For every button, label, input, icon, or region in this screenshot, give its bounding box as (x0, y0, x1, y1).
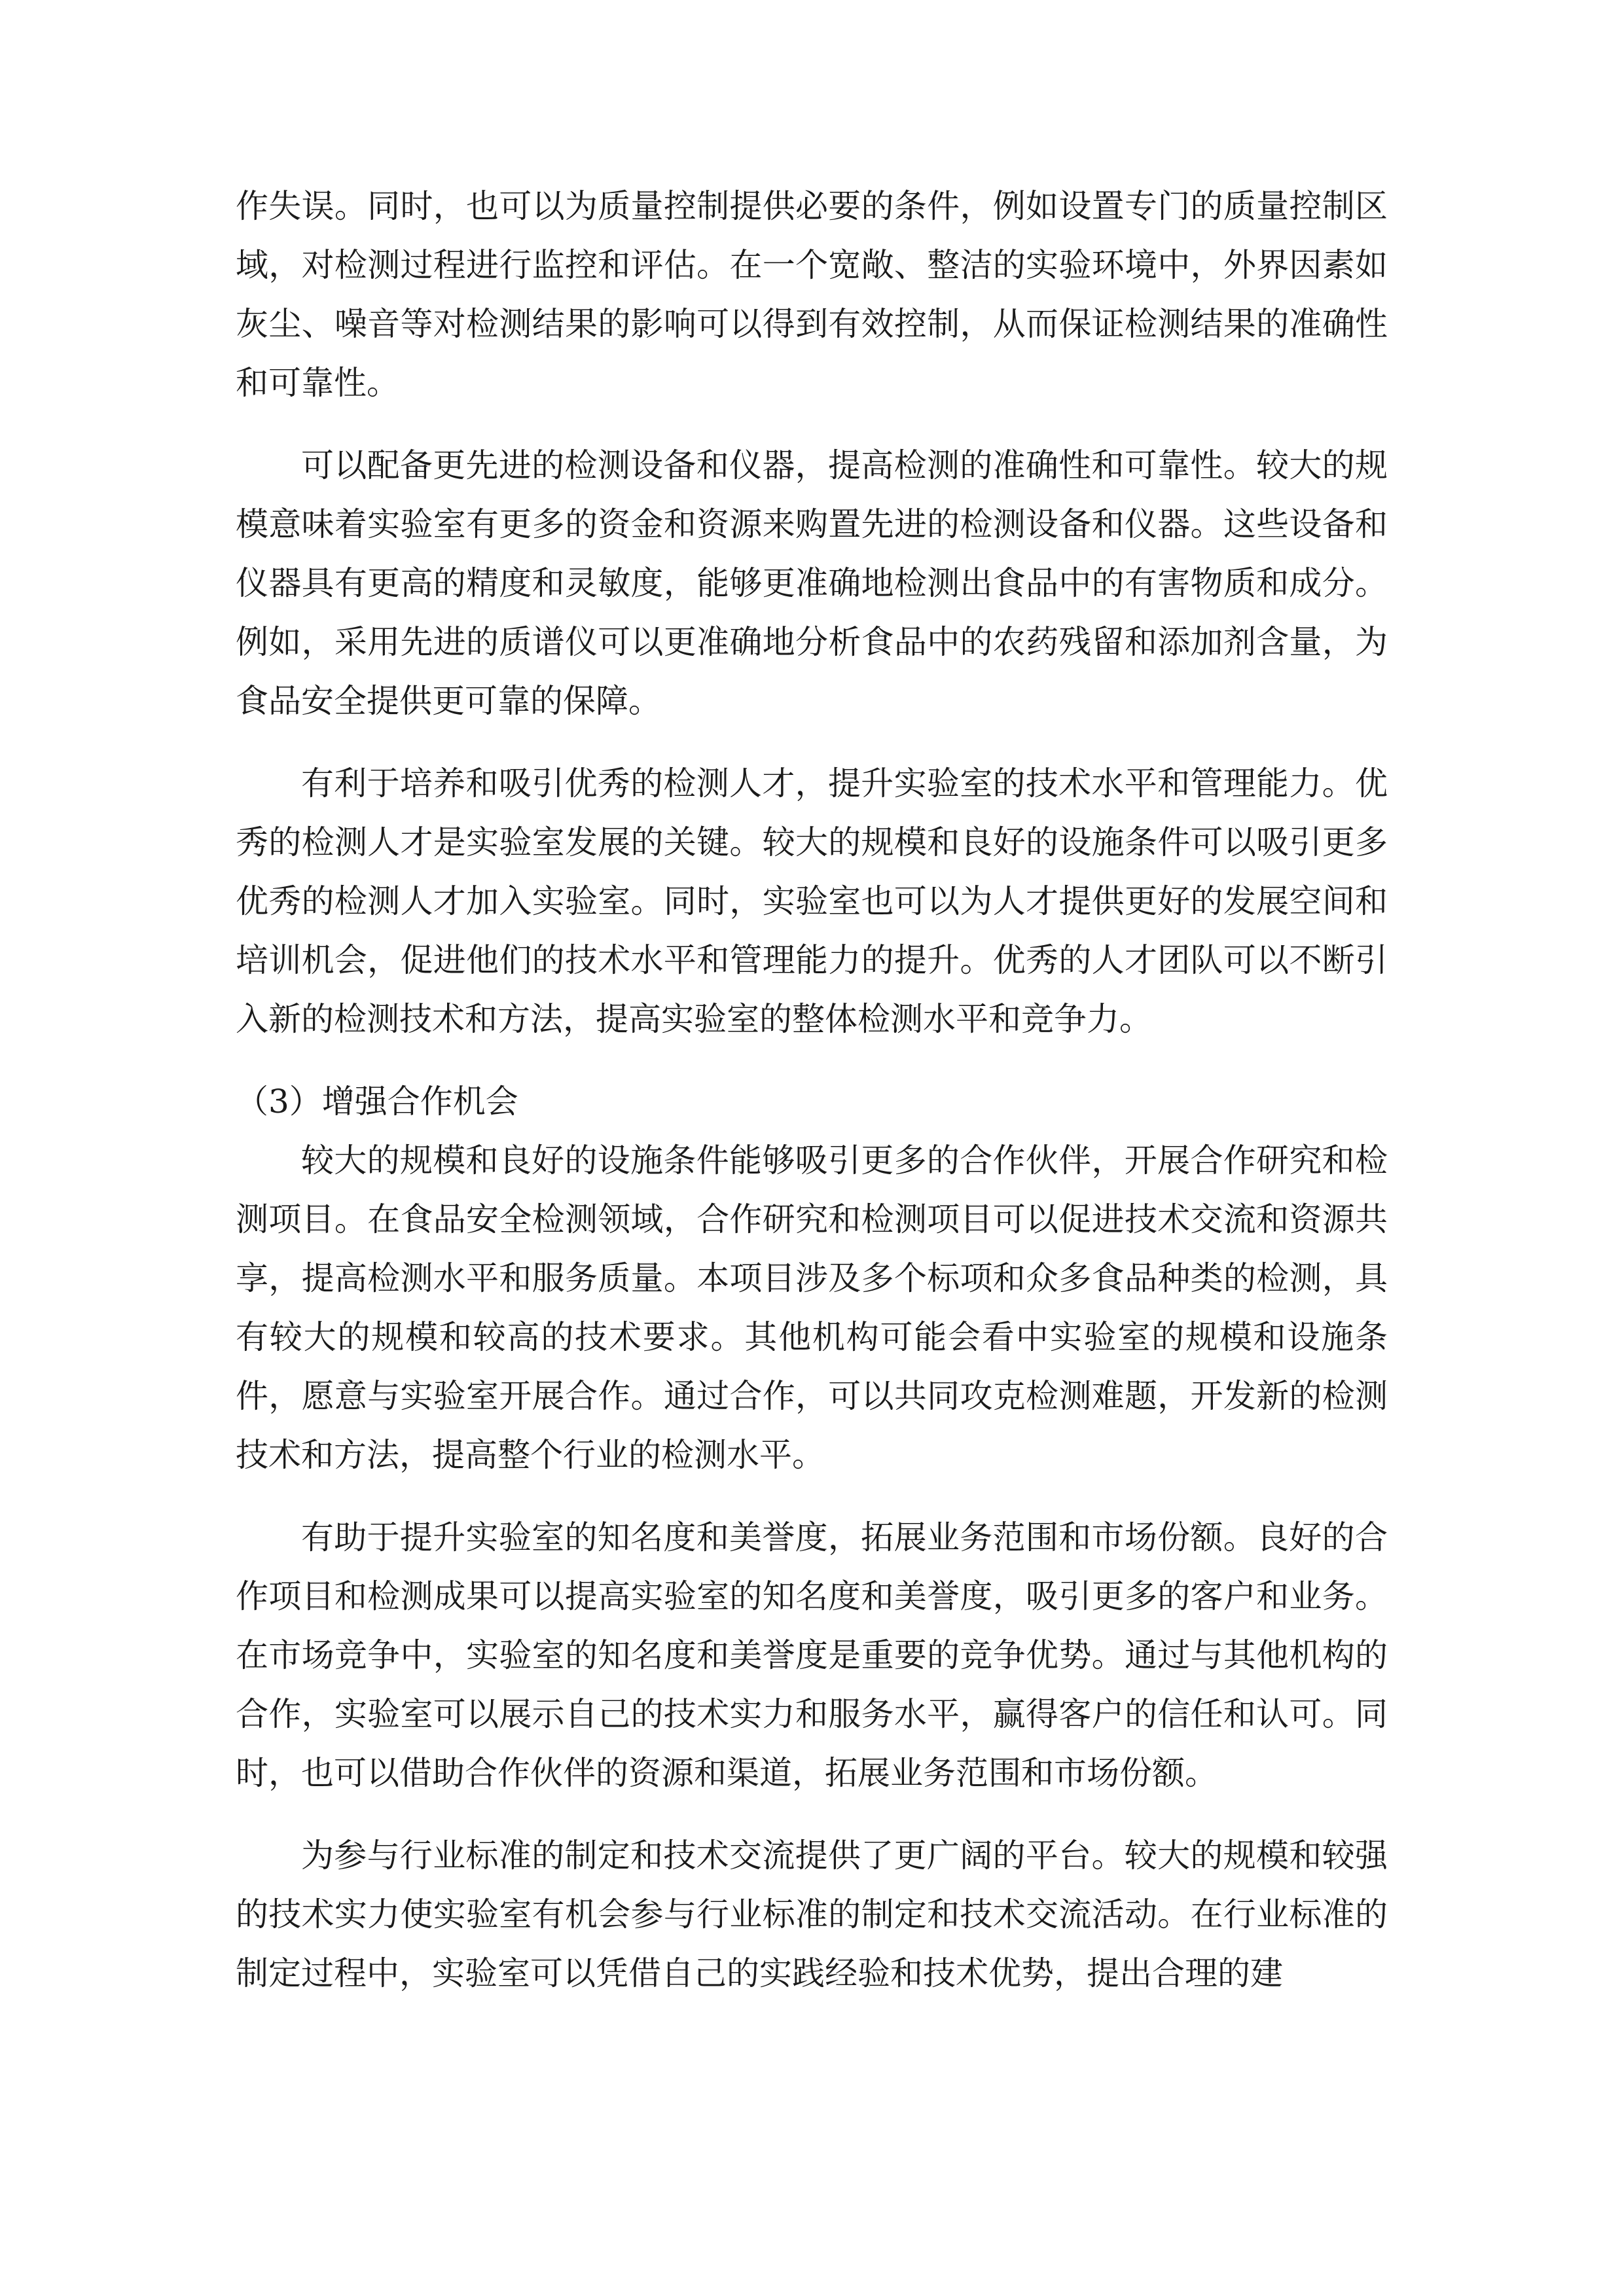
paragraph-reputation: 有助于提升实验室的知名度和美誉度，拓展业务范围和市场份额。良好的合作项目和检测成果可以提高实验室的知名度和美誉度，吸引更多的客户和业务。在市场竞争中，实验室的知名度和美誉度是重要的竞争优势。通过与其他机构的合作，实验室可以展示自己的技术实力和服务水平，赢得客户的信任和认可。同时，也可以借助合作伙伴的资源和渠道，拓展业务范围和市场份额。 (236, 1518, 1388, 1792)
paragraph-talent-attraction: 有利于培养和吸引优秀的检测人才，提升实验室的技术水平和管理能力。优秀的检测人才是实验室发展的关键。较大的规模和良好的设施条件可以吸引更多优秀的检测人才加入实验室。同时，实验室也可以为人才提供更好的发展空间和培训机会，促进他们的技术水平和管理能力的提升。优秀的人才团队可以不断引入新的检测技术和方法，提高实验室的整体检测水平和竞争力。 (236, 764, 1388, 1038)
section-heading-cooperation: （3）增强合作机会 (236, 1083, 518, 1121)
paragraph-cooperation-research: 较大的规模和良好的设施条件能够吸引更多的合作伙伴，开展合作研究和检测项目。在食品安全检测领域，合作研究和检测项目可以促进技术交流和资源共享，提高检测水平和服务质量。本项目涉及多个标项和众多食品种类的检测，具有较大的规模和较高的技术要求。其他机构可能会看中实验室的规模和设施条件，愿意与实验室开展合作。通过合作，可以共同攻克检测难题，开发新的检测技术和方法，提高整个行业的检测水平。 (236, 1141, 1388, 1474)
paragraph-advanced-equipment: 可以配备更先进的检测设备和仪器，提高检测的准确性和可靠性。较大的规模意味着实验室有更多的资金和资源来购置先进的检测设备和仪器。这些设备和仪器具有更高的精度和灵敏度，能够更准确地检测出食品中的有害物质和成分。例如，采用先进的质谱仪可以更准确地分析食品中的农药残留和添加剂含量，为食品安全提供更可靠的保障。 (236, 446, 1388, 720)
document-page (236, 177, 1388, 2026)
paragraph-industry-standards: 为参与行业标准的制定和技术交流提供了更广阔的平台。较大的规模和较强的技术实力使实验室有机会参与行业标准的制定和技术交流活动。在行业标准的制定过程中，实验室可以凭借自己的实践经验和技术优势，提出合理的建 (236, 1837, 1388, 1992)
paragraph-lab-environment: 作失误。同时，也可以为质量控制提供必要的条件，例如设置专门的质量控制区域，对检测过程进行监控和评估。在一个宽敞、整洁的实验环境中，外界因素如灰尘、噪音等对检测结果的影响可以得到有效控制，从而保证检测结果的准确性和可靠性。 (236, 187, 1388, 402)
